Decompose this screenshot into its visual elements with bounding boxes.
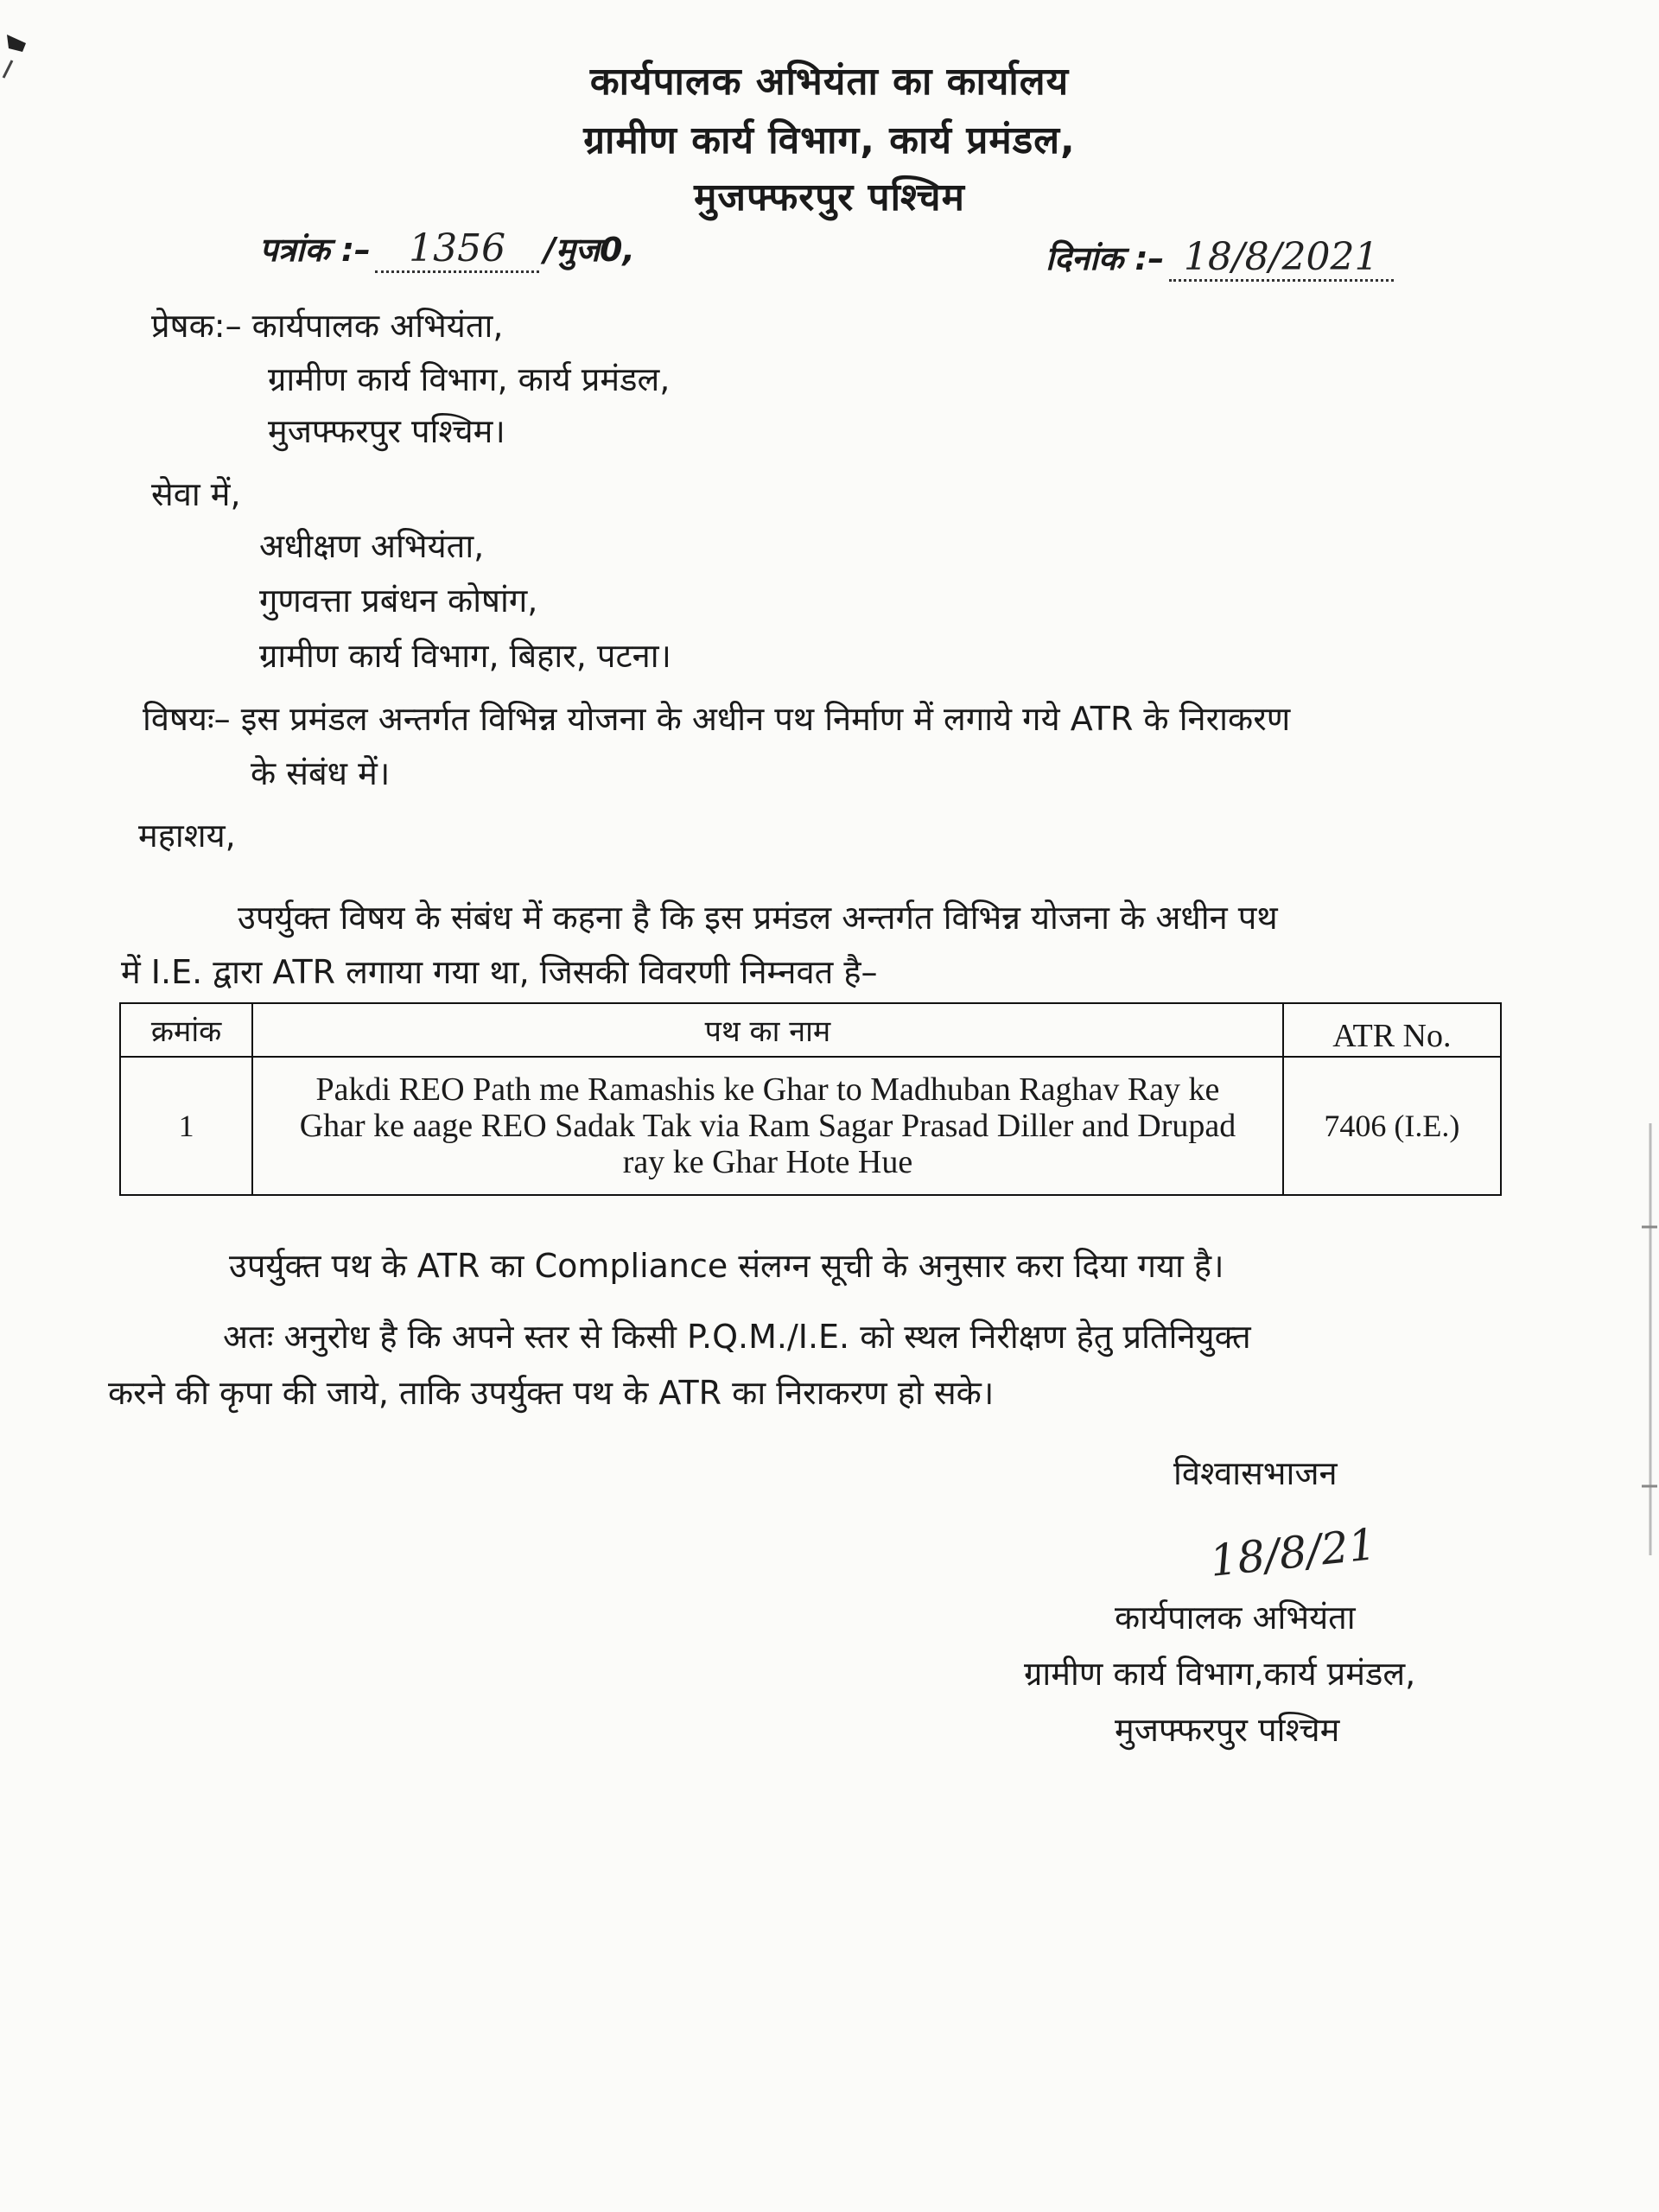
recipient-line1: अधीक्षण अभियंता, — [259, 527, 485, 565]
header-serial: क्रमांक — [120, 1003, 252, 1057]
signatory-department: ग्रामीण कार्य विभाग,कार्य प्रमंडल, — [1024, 1655, 1416, 1693]
road-name-line3: ray ke Ghar Hote Hue — [622, 1144, 913, 1180]
signatory-title: कार्यपालक अभियंता — [1115, 1599, 1356, 1637]
date-block — [1046, 235, 1394, 282]
date-label: दिनांक :– — [1046, 239, 1165, 277]
salutation: महाशय, — [138, 817, 236, 855]
subject-line2: के संबंध में। — [251, 754, 391, 792]
closing-para3-line1: अतः अनुरोध है कि अपने स्तर से किसी P.Q.M./I.E. को स्थल निरीक्षण हेतु प्रतिनियुक्त — [223, 1318, 1251, 1356]
reference-suffix: /मुज0, — [543, 231, 635, 269]
reference-block — [259, 226, 635, 273]
department-title: ग्रामीण कार्य विभाग, कार्य प्रमंडल, — [583, 118, 1076, 162]
sender-line3: मुजफ्फरपुर पश्चिम। — [268, 412, 505, 450]
subject-line1: इस प्रमंडल अन्तर्गत विभिन्न योजना के अधीन पथ निर्माण में लगाये गये ATR के निराकरण — [240, 700, 1291, 738]
subject-label: विषयः– — [143, 700, 231, 738]
table-header-row — [120, 1003, 1501, 1057]
header-road-name: पथ का नाम — [252, 1003, 1283, 1057]
road-name-line1: Pakdi REO Path me Ramashis ke Ghar to Madhuban Raghav Ray ke — [315, 1071, 1220, 1108]
office-title: कार्यपालक अभियंता का कार्यालय — [589, 60, 1070, 104]
signatory-place: मुजफ्फरपुर पश्चिम — [1115, 1711, 1340, 1749]
body-para1-line1: उपर्युक्त विषय के संबंध में कहना है कि इस प्रमंडल अन्तर्गत विभिन्न योजना के अधीन पथ — [238, 899, 1278, 937]
sender-line1: कार्यपालक अभियंता, — [251, 307, 504, 345]
row-road-name — [252, 1057, 1283, 1195]
sender-block — [151, 302, 503, 347]
reference-number: 1356 — [409, 226, 506, 270]
division-title: मुजफ्फरपुर पश्चिम — [694, 175, 965, 219]
sender-line2: ग्रामीण कार्य विभाग, कार्य प्रमंडल, — [268, 360, 671, 398]
table-row — [120, 1057, 1501, 1195]
date-value: 18/8/2021 — [1183, 235, 1379, 279]
row-serial: 1 — [120, 1057, 252, 1195]
closing-para3-line2: करने की कृपा की जाये, ताकि उपर्युक्त पथ के ATR का निराकरण हो सके। — [108, 1374, 995, 1412]
recipient-line2: गुणवत्ता प्रबंधन कोषांग, — [259, 582, 538, 620]
row-atr-no: 7406 (I.E.) — [1283, 1057, 1501, 1195]
body-para1-line2: में I.E. द्वारा ATR लगाया गया था, जिसकी विवरणी निम्नवत है– — [121, 953, 878, 991]
recipient-label: सेवा में, — [151, 475, 241, 513]
valediction: विश्वासभाजन — [1173, 1454, 1338, 1492]
recipient-line3: ग्रामीण कार्य विभाग, बिहार, पटना। — [259, 637, 671, 675]
atr-table — [119, 1002, 1502, 1196]
sender-label: प्रेषक:– — [151, 307, 242, 345]
reference-label: पत्रांक :– — [259, 231, 372, 269]
header-atr-no: ATR No. — [1283, 1003, 1501, 1057]
closing-para2: उपर्युक्त पथ के ATR का Compliance संलग्न सूची के अनुसार करा दिया गया है। — [229, 1247, 1224, 1285]
road-name-line2: Ghar ke aage REO Sadak Tak via Ram Sagar Prasad Diller and Drupad — [299, 1108, 1236, 1144]
subject-block — [143, 696, 1508, 741]
edge-shadow-icon — [1633, 1123, 1659, 1555]
handwritten-signature: 18/8/21 — [1207, 1519, 1379, 1586]
